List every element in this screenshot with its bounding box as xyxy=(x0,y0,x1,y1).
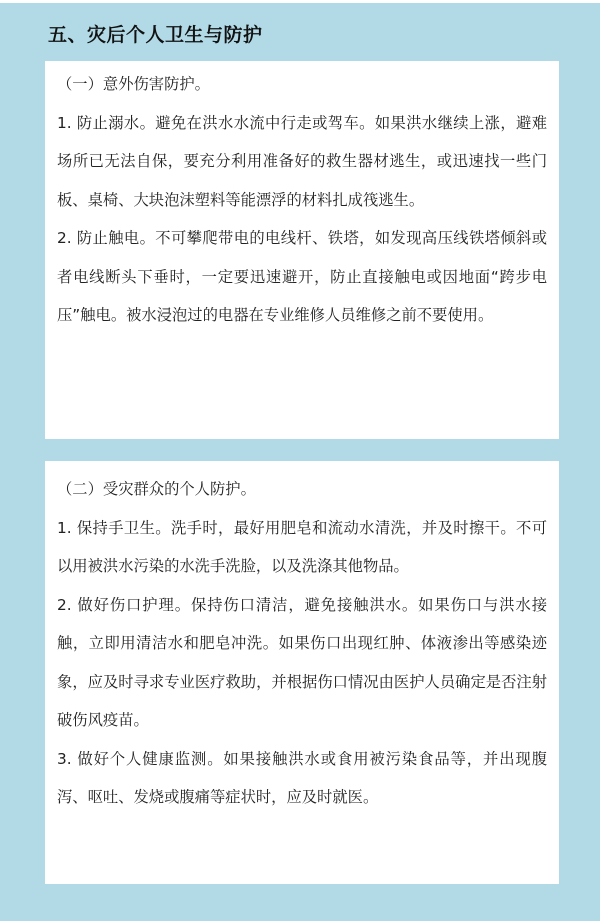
list-item: 1. 保持手卫生。洗手时，最好用肥皂和流动水清洗，并及时擦干。不可以用被洪水污染的水洗手洗脸，以及洗涤其他物品。 xyxy=(57,518,547,575)
top-divider xyxy=(0,0,600,3)
section-card-accident-protection xyxy=(45,61,559,439)
list-item: 1. 防止溺水。避免在洪水水流中行走或驾车。如果洪水继续上涨，避难场所已无法自保，要充分利用准备好的救生器材逃生，或迅速找一些门板、桌椅、大块泡沫塑料等能漂浮的材料扎成筏逃生。 xyxy=(57,113,547,209)
page-title: 五、灾后个人卫生与防护 xyxy=(48,24,263,46)
list-item: 2. 做好伤口护理。保持伤口清洁，避免接触洪水。如果伤口与洪水接触，立即用清洁水和肥皂冲洗。如果伤口出现红肿、体液渗出等感染迹象，应及时寻求专业医疗救助，并根据伤口情况由医护人员确定是否注射破伤风疫苗。 xyxy=(57,595,547,729)
list-item: 3. 做好个人健康监测。如果接触洪水或食用被污染食品等，并出现腹泻、呕吐、发烧或腹痛等症状时，应及时就医。 xyxy=(57,749,547,806)
section-title: （二）受灾群众的个人防护。 xyxy=(57,480,256,498)
list-item: 2. 防止触电。不可攀爬带电的电线杆、铁塔，如发现高压线铁塔倾斜或者电线断头下垂时，一定要迅速避开，防止直接触电或因地面“跨步电压”触电。被水浸泡过的电器在专业维修人员维修之前不要使用。 xyxy=(57,229,547,324)
section-title: （一）意外伤害防护。 xyxy=(57,75,210,93)
section-card-personal-protection xyxy=(45,461,559,884)
